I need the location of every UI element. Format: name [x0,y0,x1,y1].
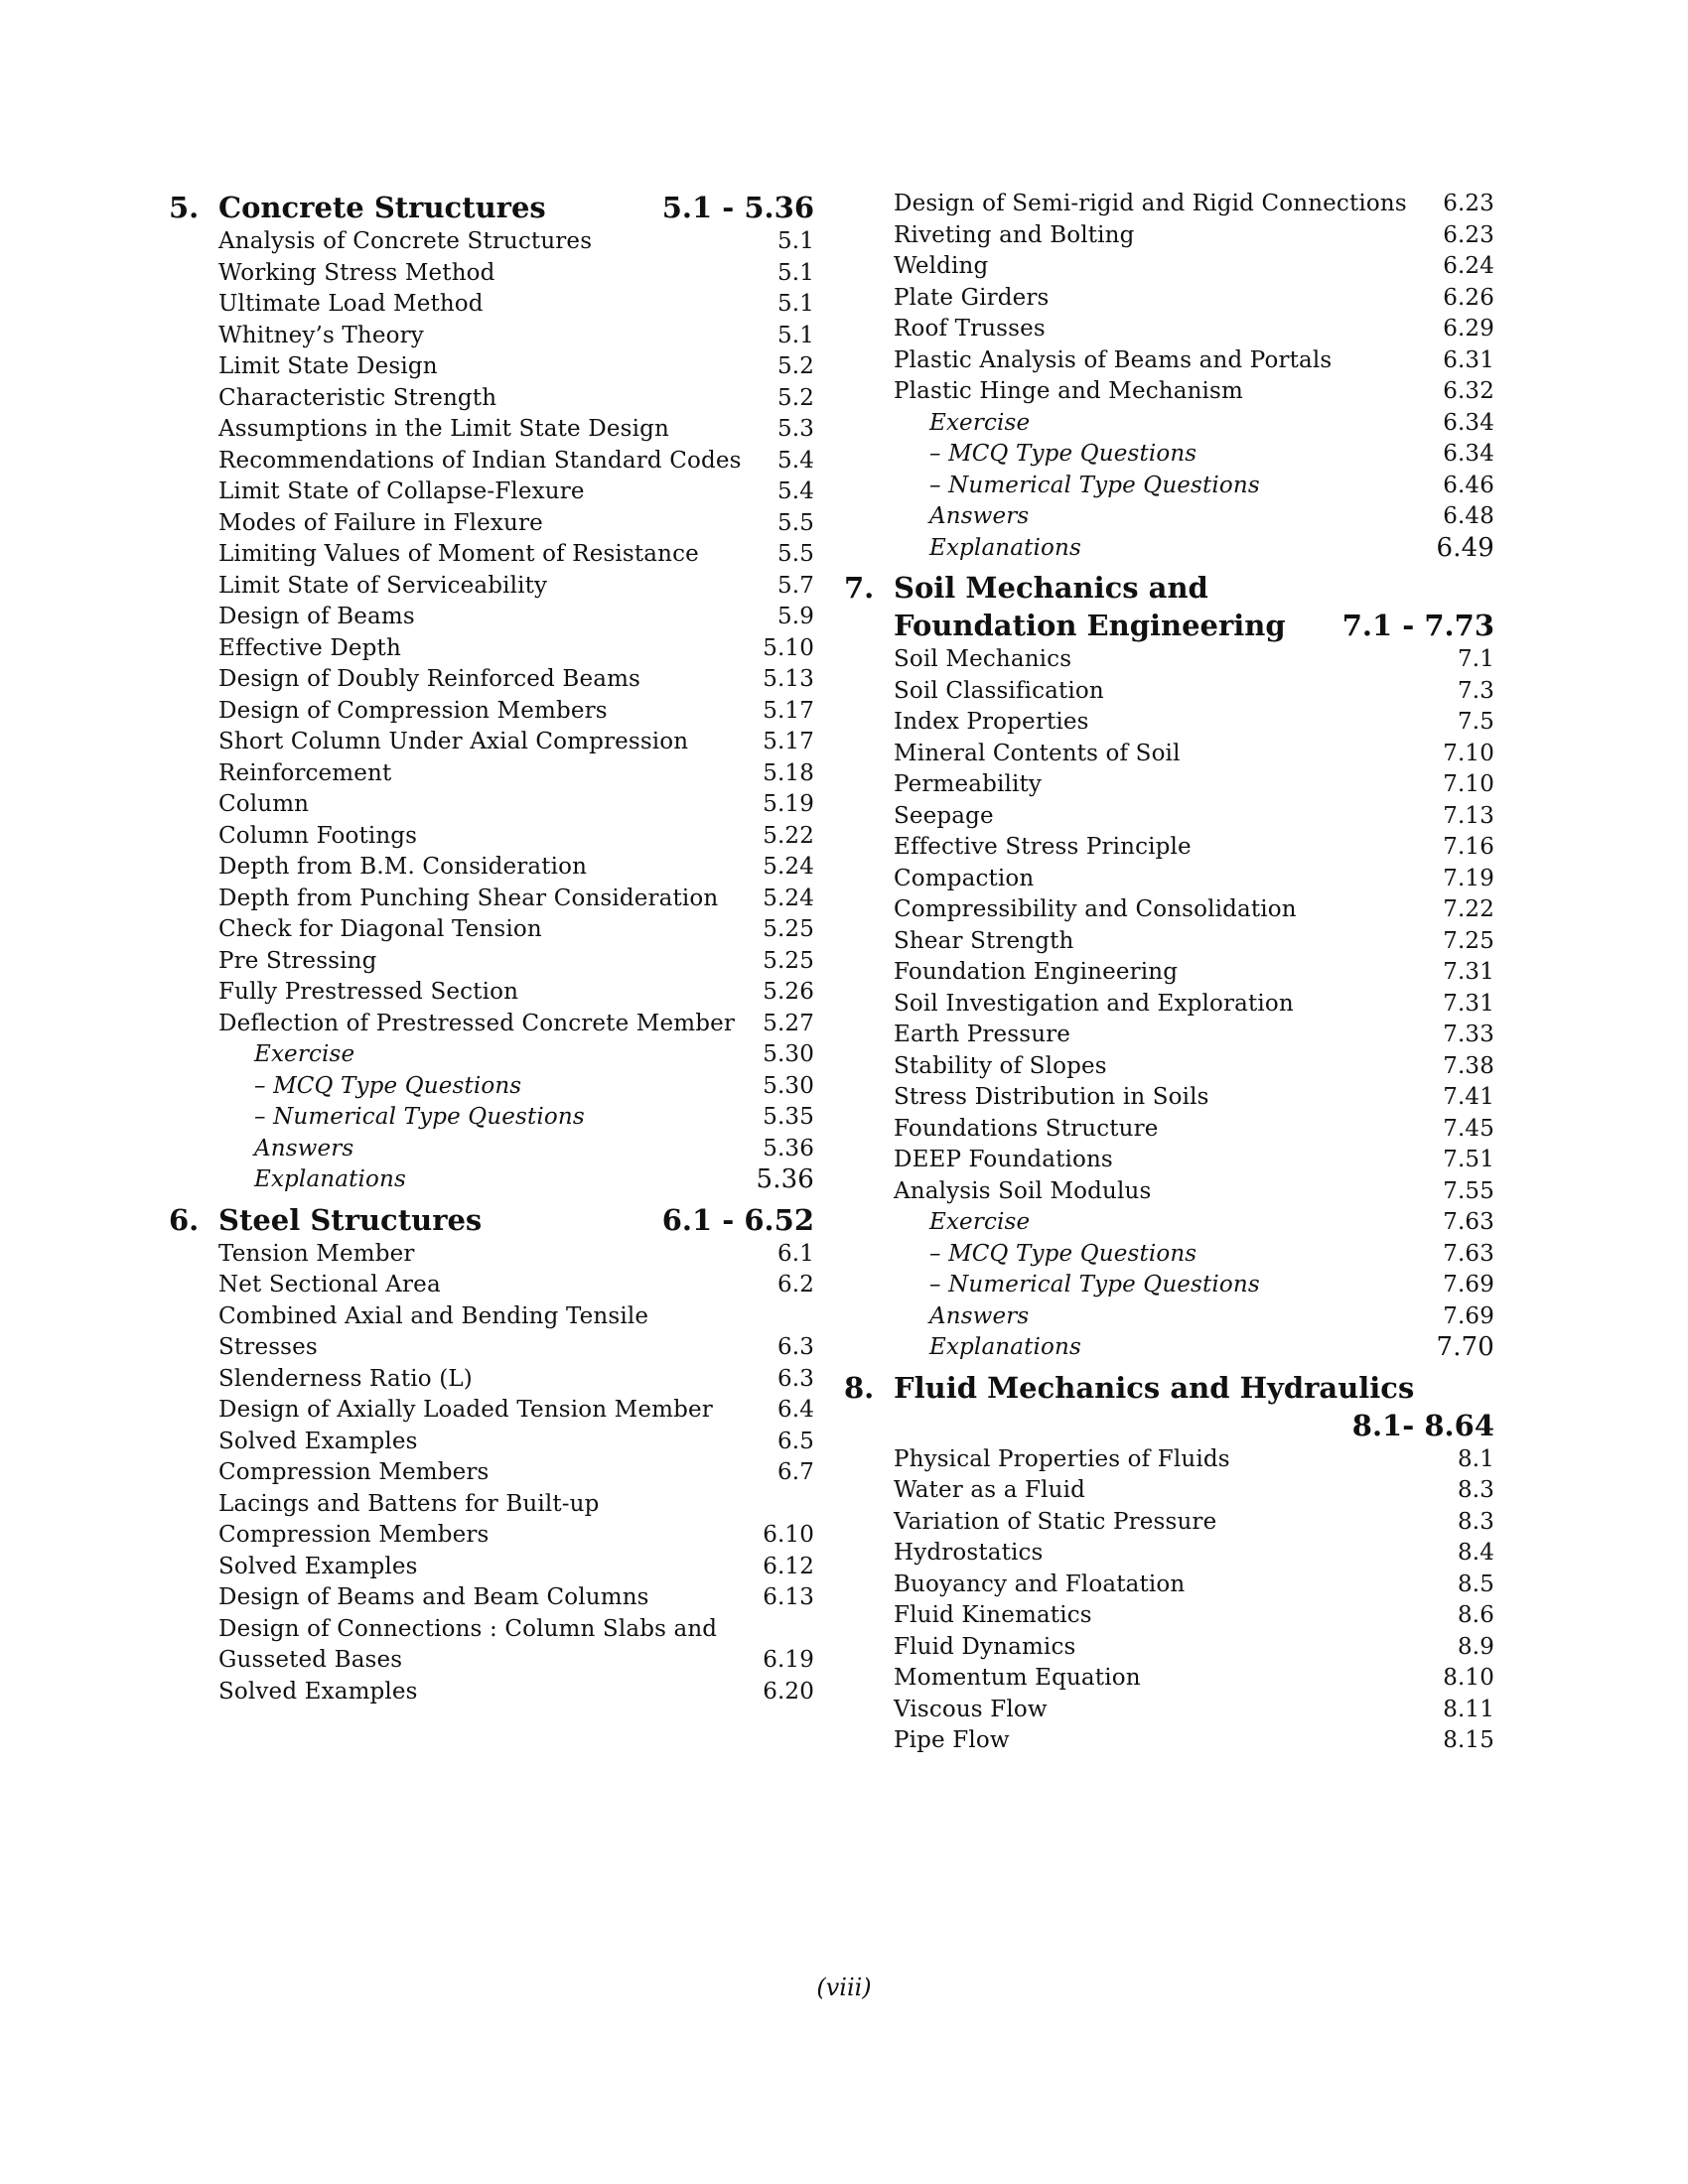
chapter-page-range: 6.1 - 6.52 [661,1202,814,1237]
toc-entry-page: 5.1 [776,228,814,254]
toc-entry-label: Riveting and Bolting [894,221,1135,248]
toc-entry-page: 5.7 [776,572,814,599]
toc-entry-label: Water as a Fluid [894,1477,1085,1503]
toc-entry-page: 6.23 [1443,221,1494,248]
toc-entry-page: 7.13 [1443,802,1494,829]
toc-entry[interactable] [894,676,1494,708]
toc-entry-label: Earth Pressure [894,1022,1071,1047]
toc-entry-label: Solved Examples [218,1553,418,1579]
toc-entry[interactable] [218,1239,814,1271]
toc-entry-label: Compression Members [218,1459,490,1485]
toc-entry[interactable] [894,1507,1494,1539]
toc-entry[interactable] [894,1270,1494,1301]
chapter-title: Fluid Mechanics and Hydraulics [894,1370,1415,1405]
toc-entry[interactable] [894,707,1494,739]
toc-entry-label: Roof Trusses [894,316,1046,341]
page-number: (viii) [816,1974,872,2001]
toc-entry-page: 5.17 [763,697,814,724]
toc-entry-page: 7.45 [1443,1115,1494,1142]
toc-entry-page: 6.10 [763,1522,814,1548]
toc-entry-label: Answers [929,1302,1030,1329]
toc-entry-page: 7.1 [1457,646,1494,672]
toc-entry-page: 6.29 [1443,316,1494,341]
toc-entry-label: Design of Doubly Reinforced Beams [218,666,640,692]
toc-entry-label: Solved Examples [218,1678,418,1705]
toc-entry[interactable] [218,821,814,853]
toc-entry[interactable] [218,602,814,633]
toc-entry-label: Limit State Design [218,353,438,379]
toc-entry-page: 8.4 [1457,1540,1494,1566]
toc-entry-page: 5.5 [776,509,814,536]
toc-entry[interactable] [894,926,1494,958]
toc-entry-label: Solved Examples [218,1428,418,1454]
toc-entry-label: – Numerical Type Questions [929,1272,1260,1297]
toc-entry-label: Index Properties [894,709,1089,735]
toc-entry[interactable] [894,1570,1494,1601]
toc-entry-page: 5.17 [763,729,814,754]
toc-entry[interactable] [894,644,1494,676]
toc-entry-label: Reinforcement [218,759,392,786]
toc-entry-page: 5.30 [763,1072,814,1099]
toc-entry-label: Welding [894,253,989,279]
toc-entry[interactable] [218,1427,814,1458]
toc-chapter [844,569,1494,1364]
toc-entry-label: Stability of Slopes [894,1052,1107,1079]
toc-entry-label: – MCQ Type Questions [929,441,1197,467]
toc-entry[interactable] [894,1475,1494,1507]
toc-entry-label: Explanations [929,1334,1081,1360]
toc-entry-page: 6.3 [776,1334,814,1360]
toc-entry[interactable] [218,1164,814,1196]
toc-entry-label: Working Stress Method [218,259,495,286]
toc-entry-page: 8.1 [1457,1445,1494,1472]
toc-entry-label: Net Sectional Area [218,1272,441,1297]
toc-entry[interactable] [894,1207,1494,1239]
toc-entry[interactable] [894,1725,1494,1757]
toc-entry-label: Soil Investigation and Exploration [894,990,1294,1017]
chapter-number: 8. [844,1370,875,1405]
toc-entry[interactable] [894,376,1494,408]
toc-entry[interactable] [894,220,1494,252]
toc-entry-label: Pre Stressing [218,947,377,974]
chapter-heading[interactable] [844,569,1494,644]
toc-entry-page: 8.3 [1457,1477,1494,1503]
toc-entry-label: Plate Girders [894,284,1050,311]
toc-entry[interactable] [218,351,814,383]
toc-entry-label: Buoyancy and Floatation [894,1570,1186,1597]
toc-entry[interactable] [894,1332,1494,1364]
chapter-number: 5. [169,191,200,224]
toc-entry-page: 5.1 [776,322,814,348]
toc-entry-label: Stress Distribution in Soils [894,1084,1209,1110]
toc-entry[interactable] [218,414,814,446]
chapter-number: 6. [169,1202,200,1237]
toc-entry[interactable] [218,664,814,696]
toc-entry-label: – MCQ Type Questions [929,1240,1197,1267]
toc-entry-page: 5.4 [776,447,814,474]
toc-entry-label: Ultimate Load Method [218,291,484,317]
toc-entry-label: Analysis of Concrete Structures [218,228,593,254]
toc-entry-page: 7.33 [1443,1022,1494,1047]
toc-entry[interactable] [218,1552,814,1583]
toc-entry-page: 5.3 [776,416,814,442]
toc-entry-page: 8.6 [1457,1602,1494,1628]
toc-entry[interactable] [218,852,814,884]
toc-entry-label: Design of Compression Members [218,697,608,724]
toc-entry-page: 5.24 [763,885,814,911]
toc-entry-page: 5.22 [763,822,814,849]
toc-entry-page: 6.34 [1443,409,1494,436]
toc-entry-page: 7.10 [1443,740,1494,766]
chapter-heading[interactable] [169,1201,814,1239]
toc-entry-page: 5.5 [776,541,814,567]
toc-entry-page: 6.31 [1443,346,1494,373]
toc-entry-page: 6.12 [763,1553,814,1579]
toc-entry-page: 6.19 [763,1647,814,1673]
toc-entry[interactable] [218,1009,814,1040]
toc-entry[interactable] [894,533,1494,565]
toc-entry[interactable] [894,345,1494,377]
toc-entry-page: 7.25 [1443,927,1494,954]
toc-entry-page: 5.25 [763,947,814,974]
toc-entry-label: Effective Stress Principle [894,834,1192,860]
toc-entry-label: Seepage [894,802,994,829]
toc-entry[interactable] [894,1020,1494,1051]
toc-entry[interactable] [894,1444,1494,1476]
toc-entry-label: Answers [254,1135,354,1161]
toc-entry[interactable] [894,1600,1494,1632]
toc-entry-label: Fluid Kinematics [894,1602,1092,1628]
toc-entry[interactable] [894,769,1494,801]
toc-column-right [844,189,1494,1759]
toc-entry-page: 5.36 [756,1164,814,1194]
toc-entry-page: 7.63 [1443,1240,1494,1267]
toc-entry[interactable] [894,1695,1494,1726]
toc-entry[interactable] [894,189,1494,220]
toc-entry-label: Exercise [929,1209,1031,1235]
toc-entry[interactable] [894,1663,1494,1695]
toc-entry-label: Design of Beams [218,604,415,629]
toc-entry-label: – Numerical Type Questions [254,1104,585,1130]
toc-entry[interactable] [218,508,814,540]
toc-entry-label: Variation of Static Pressure [894,1508,1217,1535]
toc-entry-page: 7.51 [1443,1147,1494,1172]
toc-entry-label: Limit State of Collapse-Flexure [218,478,585,504]
toc-entry-page: 6.3 [776,1365,814,1392]
toc-entry-page: 7.70 [1436,1332,1494,1362]
toc-entry[interactable] [894,1301,1494,1333]
toc-entry-label: Characteristic Strength [218,384,497,411]
toc-entry-page: 5.18 [763,759,814,786]
toc-entry[interactable] [218,946,814,978]
toc-entry[interactable] [218,1102,814,1134]
toc-entry-label: Shear Strength [894,927,1074,954]
toc-entry-page: 7.69 [1443,1272,1494,1297]
toc-entry-label: – Numerical Type Questions [929,472,1260,498]
toc-entry[interactable] [218,914,814,946]
toc-entry[interactable] [218,1071,814,1103]
toc-entry[interactable] [218,383,814,415]
toc-entry-page: 6.5 [776,1428,814,1454]
toc-entry-label: Exercise [254,1041,355,1067]
toc-column-left [169,189,814,1709]
toc-entry-label: Design of Beams and Beam Columns [218,1584,649,1610]
toc-entry-page: 8.15 [1443,1727,1494,1753]
toc-entry-page: 7.10 [1443,771,1494,797]
toc-entry-label: Physical Properties of Fluids [894,1445,1230,1472]
toc-entry[interactable] [218,258,814,290]
toc-entry-label: Pipe Flow [894,1727,1010,1753]
toc-entry-label: Short Column Under Axial Compression [218,729,689,754]
toc-entry-label: Slenderness Ratio (L) [218,1365,473,1392]
toc-entry-page: 6.26 [1443,284,1494,311]
toc-entry-page: 7.3 [1457,677,1494,704]
toc-entry-label: Plastic Hinge and Mechanism [894,378,1243,404]
chapter-title: Soil Mechanics and Foundation Engineering [894,571,1286,642]
toc-entry-page: 6.48 [1443,503,1494,529]
toc-entry[interactable] [218,1364,814,1396]
toc-entry-label: Depth from Punching Shear Consideration [218,885,719,911]
toc-entry-label: Design of Axially Loaded Tension Member [218,1397,713,1423]
toc-entry-label: Combined Axial and Bending Tensile Stresses [218,1302,649,1360]
toc-entry-page: 8.11 [1443,1696,1494,1722]
toc-entry-page: 5.25 [763,916,814,942]
toc-entry-page: 5.4 [776,478,814,504]
toc-entry-label: – MCQ Type Questions [254,1072,522,1099]
toc-entry-page: 6.46 [1443,472,1494,498]
toc-entry-label: Compressibility and Consolidation [894,896,1297,922]
toc-entry-page: 5.35 [763,1104,814,1130]
toc-entry[interactable] [894,1082,1494,1114]
toc-entry-label: Column [218,791,310,817]
toc-entry-page: 5.30 [763,1041,814,1067]
toc-entry-label: DEEP Foundations [894,1147,1113,1172]
toc-entry-label: Fluid Dynamics [894,1633,1076,1660]
toc-entry-page: 8.10 [1443,1665,1494,1691]
toc-entry-page: 6.20 [763,1678,814,1705]
toc-entry[interactable] [894,251,1494,283]
toc-entry[interactable] [894,1632,1494,1664]
toc-entry-label: Exercise [929,409,1031,436]
toc-entry-page: 6.24 [1443,253,1494,279]
toc-entry-label: Hydrostatics [894,1540,1044,1566]
toc-entry[interactable] [894,832,1494,864]
toc-entry-page: 7.63 [1443,1209,1494,1235]
toc-entry[interactable] [218,1301,814,1364]
toc-entry-label: Limiting Values of Moment of Resistance [218,541,699,567]
toc-entry[interactable] [894,894,1494,926]
chapter-page-range: 8.1- 8.64 [1351,1408,1494,1442]
toc-entry[interactable] [218,789,814,821]
toc-entry[interactable] [894,471,1494,502]
toc-entry[interactable] [894,1538,1494,1570]
toc-entry-page: 6.23 [1443,191,1494,216]
toc-entry-label: Momentum Equation [894,1665,1141,1691]
toc-entry-page: 8.9 [1457,1633,1494,1660]
toc-entry[interactable] [218,727,814,758]
toc-entry[interactable] [218,321,814,352]
toc-entry-page: 8.3 [1457,1508,1494,1535]
toc-entry-page: 7.31 [1443,990,1494,1017]
toc-entry[interactable] [894,957,1494,989]
toc-entry[interactable] [894,501,1494,533]
toc-entry-label: Explanations [254,1166,406,1192]
toc-entry[interactable] [218,226,814,258]
toc-entry[interactable] [894,1176,1494,1208]
toc-entry[interactable] [894,439,1494,471]
toc-entry-page: 6.2 [776,1272,814,1297]
toc-entry-label: Viscous Flow [894,1696,1048,1722]
toc-entry[interactable] [894,801,1494,833]
toc-entry-page: 5.2 [776,384,814,411]
chapter-heading[interactable] [844,1369,1494,1444]
toc-entry-label: Column Footings [218,822,418,849]
toc-entry[interactable] [218,1270,814,1301]
toc-entry[interactable] [218,1395,814,1427]
toc-entry-label: Effective Depth [218,634,401,661]
toc-entry-page: 6.49 [1436,532,1494,563]
toc-entry[interactable] [894,1145,1494,1176]
toc-entry-page: 5.36 [763,1135,814,1161]
chapter-title: Concrete Structures [218,191,546,224]
toc-entry-page: 5.27 [763,1010,814,1036]
toc-entry[interactable] [218,884,814,915]
toc-entry[interactable] [894,408,1494,440]
toc-entry[interactable] [218,977,814,1009]
toc-entry[interactable] [218,696,814,728]
toc-entry-label: Check for Diagonal Tension [218,916,542,942]
toc-entry-label: Recommendations of Indian Standard Codes [218,447,742,474]
toc-entry-page: 7.16 [1443,834,1494,860]
toc-entry-label: Plastic Analysis of Beams and Portals [894,346,1333,373]
toc-entry[interactable] [894,739,1494,770]
toc-entry-page: 7.31 [1443,959,1494,985]
toc-chapter [169,1201,814,1708]
toc-entry[interactable] [894,314,1494,345]
toc-entry[interactable] [218,1134,814,1165]
toc-entry-page: 6.13 [763,1584,814,1610]
toc-entry[interactable] [218,1039,814,1071]
toc-entry-label: Lacings and Battens for Built-up Compression Members [218,1490,600,1548]
toc-entry-label: Fully Prestressed Section [218,979,519,1005]
toc-entry-page: 7.38 [1443,1052,1494,1079]
toc-entry[interactable] [218,571,814,603]
chapter-page-range: 7.1 - 7.73 [1341,609,1494,642]
toc-entry-label: Permeability [894,771,1043,797]
toc-entry[interactable] [894,1114,1494,1146]
toc-entry[interactable] [218,1582,814,1614]
toc-entry[interactable] [218,1677,814,1708]
toc-entry-label: Limit State of Serviceability [218,572,548,599]
toc-entry-page: 6.7 [776,1459,814,1485]
toc-entry-page: 5.10 [763,634,814,661]
toc-entry[interactable] [894,989,1494,1021]
toc-entry-label: Compaction [894,865,1035,891]
toc-entry-label: Tension Member [218,1240,415,1267]
toc-entry-page: 7.69 [1443,1302,1494,1329]
toc-entry[interactable] [894,864,1494,895]
toc-entry-label: Depth from B.M. Consideration [218,854,588,880]
toc-entry-page: 6.32 [1443,378,1494,404]
toc-entry-page: 6.34 [1443,441,1494,467]
toc-entry-page: 5.19 [763,791,814,817]
toc-entry-label: Assumptions in the Limit State Design [218,416,669,442]
toc-chapter [894,189,1494,564]
toc-entry[interactable] [894,1051,1494,1083]
toc-entry[interactable] [218,477,814,508]
toc-entry-label: Mineral Contents of Soil [894,740,1181,766]
chapter-number: 7. [844,571,875,605]
toc-entry-page: 7.19 [1443,865,1494,891]
toc-entry-page: 7.22 [1443,896,1494,922]
toc-entry-label: Design of Semi-rigid and Rigid Connections [894,191,1407,216]
toc-entry-label: Soil Mechanics [894,646,1072,672]
toc-entry-label: Modes of Failure in Flexure [218,509,543,536]
toc-entry-page: 5.24 [763,854,814,880]
chapter-page-range: 5.1 - 5.36 [661,191,814,224]
chapter-heading[interactable] [169,189,814,226]
toc-entry-label: Design of Connections : Column Slabs and Gusseted Bases [218,1615,718,1673]
toc-entry-page: 6.4 [776,1397,814,1423]
toc-entry[interactable] [218,1614,814,1677]
toc-entry[interactable] [218,446,814,478]
toc-entry-page: 7.41 [1443,1084,1494,1110]
toc-entry[interactable] [218,289,814,321]
toc-entry-label: Analysis Soil Modulus [894,1177,1152,1204]
toc-entry-label: Answers [929,503,1030,529]
toc-entry-page: 5.13 [763,666,814,692]
toc-entry[interactable] [218,539,814,571]
toc-entry-page: 8.5 [1457,1570,1494,1597]
toc-entry-page: 5.1 [776,259,814,286]
toc-entry[interactable] [894,283,1494,315]
chapter-title: Steel Structures [218,1202,483,1237]
toc-entry-page: 5.2 [776,353,814,379]
toc-entry-page: 5.1 [776,291,814,317]
toc-entry[interactable] [894,1239,1494,1271]
toc-chapter [169,189,814,1196]
toc-entry-page: 6.1 [776,1240,814,1267]
toc-entry-page: 7.5 [1457,709,1494,735]
toc-entry[interactable] [218,633,814,665]
toc-entry-page: 5.9 [776,604,814,629]
toc-entry-label: Foundations Structure [894,1115,1159,1142]
toc-entry-label: Foundation Engineering [894,959,1179,985]
toc-entry-label: Soil Classification [894,677,1104,704]
toc-entry-label: Whitney’s Theory [218,322,424,348]
toc-entry[interactable] [218,1457,814,1489]
toc-entry-page: 5.26 [763,979,814,1005]
toc-entry[interactable] [218,1489,814,1552]
toc-entry[interactable] [218,758,814,790]
toc-entry-label: Deflection of Prestressed Concrete Member [218,1010,735,1036]
toc-entry-page: 7.55 [1443,1177,1494,1204]
toc-entry-label: Explanations [929,534,1081,561]
toc-chapter [844,1369,1494,1757]
